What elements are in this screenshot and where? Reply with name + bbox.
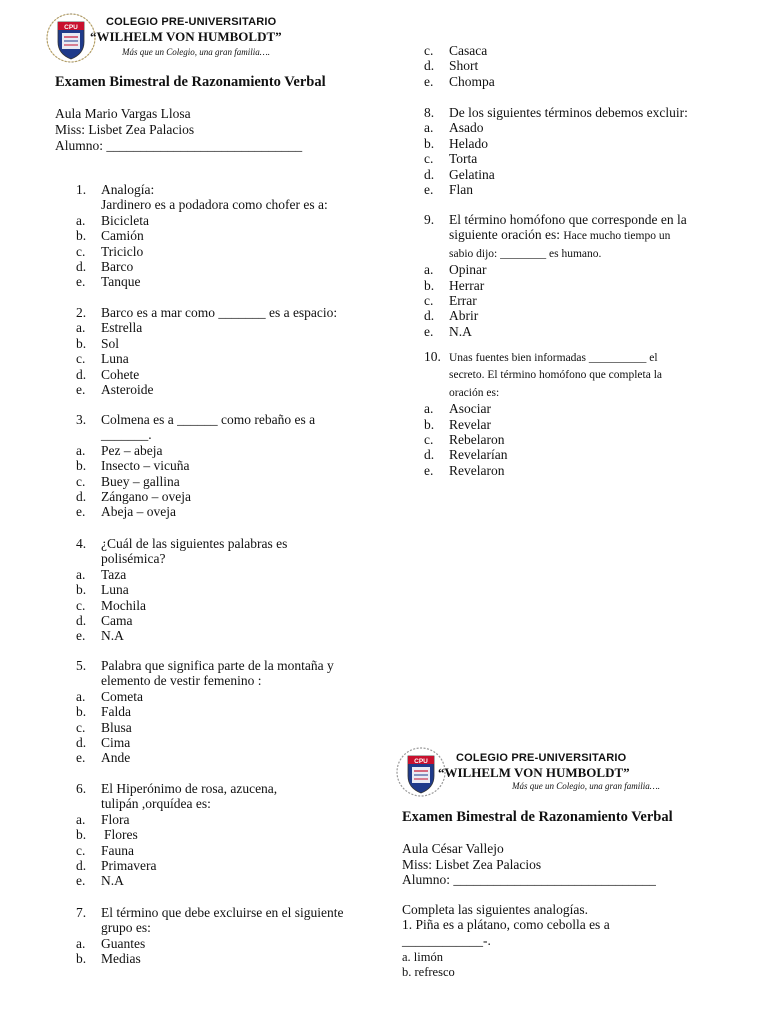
question-number: 9. <box>424 212 435 227</box>
option-list <box>76 812 366 889</box>
question-number: 2. <box>76 305 87 320</box>
option: c. Luna <box>76 351 129 367</box>
teacher-label-2: Miss: Lisbet Zea Palacios <box>402 857 542 872</box>
question-7 <box>76 905 366 967</box>
option: e. Tanque <box>76 274 141 290</box>
question-1 <box>76 182 366 290</box>
question-7-continued <box>424 43 714 89</box>
question-5 <box>76 658 366 766</box>
question-text: El término que debe excluirse en el siguiente grupo es: <box>101 905 344 936</box>
exam2-option-b: b. refresco <box>402 965 455 979</box>
option: c. Rebelaron <box>424 432 505 448</box>
school-name: “WILHELM VON HUMBOLDT” <box>438 765 630 780</box>
question-number: 5. <box>76 658 87 673</box>
option: e. N.A <box>424 323 472 339</box>
school-header-top <box>44 12 374 64</box>
option: b. Insecto – vicuña <box>76 458 190 474</box>
option: e. Ande <box>76 750 131 766</box>
question-text: De los siguientes términos debemos excluir: <box>449 105 688 120</box>
question-8 <box>424 105 724 197</box>
svg-text:CPU: CPU <box>414 758 428 765</box>
question-text: Barco es a mar como _______ es a espacio: <box>101 305 338 320</box>
option: b. Falda <box>76 704 131 720</box>
option-list <box>76 320 366 397</box>
option: c. Triciclo <box>76 243 144 259</box>
option: d. Abrir <box>424 308 479 324</box>
question-9 <box>424 212 724 339</box>
question-4 <box>76 536 366 644</box>
option: b. Sol <box>76 335 120 351</box>
question-text: Unas fuentes bien informadas __________ el secreto. El término homófono que completa la oración es: <box>449 352 663 399</box>
question-text: Analogía: Jardinero es a podadora como chofer es a: <box>101 182 328 213</box>
option: e. Abeja – oveja <box>76 504 176 520</box>
exam2-question-1-blank: ____________-. <box>402 933 491 948</box>
school-header-bottom <box>394 746 724 798</box>
option-list <box>424 401 724 478</box>
option: d. Gelatina <box>424 166 495 182</box>
option: c. Blusa <box>76 719 132 735</box>
option: b. Herrar <box>424 277 485 293</box>
option: b. Camión <box>76 228 144 244</box>
option: c. Errar <box>424 293 477 309</box>
exam2-question-1: 1. Piña es a plátano, como cebolla es a <box>402 917 610 932</box>
option: c. Torta <box>424 151 478 167</box>
question-number: 4. <box>76 536 87 551</box>
option: c. Mochila <box>76 597 146 613</box>
exam2-option-a: a. limón <box>402 950 443 964</box>
option: a. Estrella <box>76 320 143 336</box>
classroom-label-2: Aula César Vallejo <box>402 841 504 856</box>
option: d. Revelarían <box>424 447 508 463</box>
option: a. Pez – abeja <box>76 442 163 458</box>
svg-text:CPU: CPU <box>64 24 78 31</box>
question-number: 1. <box>76 182 87 197</box>
option: c. Casaca <box>424 43 488 58</box>
option: d. Primavera <box>76 858 157 874</box>
option: b. Medias <box>76 951 141 967</box>
option: a. Opinar <box>424 262 487 278</box>
option: a. Cometa <box>76 688 143 704</box>
question-number: 6. <box>76 781 87 796</box>
option: c. Buey – gallina <box>76 473 180 489</box>
option: a. Bicicleta <box>76 212 149 228</box>
instruction-text: Completa las siguientes analogías. <box>402 902 588 917</box>
option: d. Cohete <box>76 366 140 382</box>
option: e. Revelaron <box>424 462 505 478</box>
option-list <box>424 120 724 197</box>
school-name: “WILHELM VON HUMBOLDT” <box>90 29 282 44</box>
question-number: 10. <box>424 349 441 364</box>
option: e. Chompa <box>424 73 495 89</box>
question-number: 3. <box>76 412 87 427</box>
option: e. N.A <box>76 873 124 889</box>
option: a. Taza <box>76 566 127 582</box>
question-text: Palabra que significa parte de la montaña y elemento de vestir femenino : <box>101 658 334 689</box>
option: b. Helado <box>424 135 488 151</box>
exam-title: Examen Bimestral de Razonamiento Verbal <box>55 74 326 90</box>
teacher-label: Miss: Lisbet Zea Palacios <box>55 122 195 137</box>
school-motto: Más que un Colegio, una gran familia…. <box>122 47 270 57</box>
question-2 <box>76 305 366 397</box>
student-name-field: Alumno: _____________________________ <box>55 138 303 153</box>
question-number: 8. <box>424 105 435 120</box>
option: d. Cima <box>76 735 131 751</box>
question-sentence: Hace mucho tiempo un sabio dijo: ________ es humano. <box>449 230 671 260</box>
option: d. Cama <box>76 613 133 629</box>
option-list <box>76 567 366 644</box>
option: a. Guantes <box>76 935 146 951</box>
option: b. Flores <box>76 827 138 843</box>
option: b. Revelar <box>424 416 491 432</box>
option: b. Luna <box>76 582 129 598</box>
school-motto: Más que un Colegio, una gran familia…. <box>512 781 660 791</box>
option-list <box>424 43 714 89</box>
option: d. Short <box>424 58 479 74</box>
classroom-label: Aula Mario Vargas Llosa <box>55 106 191 121</box>
option: a. Asado <box>424 120 484 136</box>
option-list <box>76 443 366 520</box>
question-10 <box>424 349 724 478</box>
question-text: Colmena es a ______ como rebaño es a _______. <box>101 412 316 443</box>
school-type: COLEGIO PRE-UNIVERSITARIO <box>106 16 277 28</box>
option-list <box>76 936 366 967</box>
student-name-field-2: Alumno: ______________________________ <box>402 872 656 887</box>
option: e. N.A <box>76 628 124 644</box>
question-3 <box>76 412 366 520</box>
option-list <box>76 213 366 290</box>
question-number: 7. <box>76 905 87 920</box>
question-6 <box>76 781 366 889</box>
option: c. Fauna <box>76 842 134 858</box>
question-text: ¿Cuál de las siguientes palabras es polisémica? <box>101 536 288 567</box>
option: e. Flan <box>424 182 474 198</box>
option: e. Asteroide <box>76 382 154 398</box>
option: d. Barco <box>76 259 134 275</box>
question-text: El Hiperónimo de rosa, azucena, tulipán ,orquídea es: <box>101 781 278 812</box>
option-list <box>76 689 366 766</box>
option-list <box>424 262 724 339</box>
option: a. Flora <box>76 811 130 827</box>
school-type: COLEGIO PRE-UNIVERSITARIO <box>456 752 627 764</box>
option: a. Asociar <box>424 401 491 417</box>
question-text: El término homófono que corresponde en la siguiente oración es: <box>449 212 687 243</box>
option: d. Zángano – oveja <box>76 489 191 505</box>
exam-title-2: Examen Bimestral de Razonamiento Verbal <box>402 809 673 825</box>
